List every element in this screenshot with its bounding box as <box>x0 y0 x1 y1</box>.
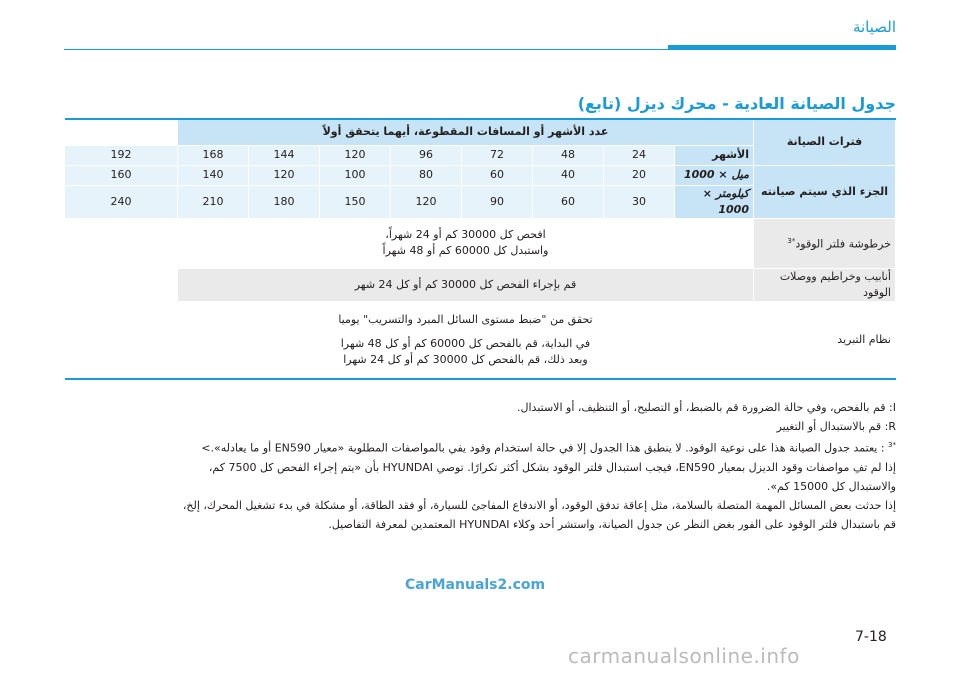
km-cell: 90 <box>462 185 533 218</box>
miles-cell: 120 <box>249 165 320 185</box>
months-cell: 192 <box>65 145 178 165</box>
km-cell: 240 <box>65 185 178 218</box>
footer-watermark: carmanualsonline.info <box>568 644 800 668</box>
header-title: الصيانة <box>852 18 896 36</box>
cooling-system-label: نظام التبريد <box>754 301 896 379</box>
page-number: 7-18 <box>855 629 887 645</box>
fuel-filter-label-text: خرطوشة فلتر الوقود <box>795 237 891 251</box>
miles-cell: 160 <box>65 165 178 185</box>
months-cell: 72 <box>462 145 533 165</box>
intervals-label: فترات الصيانة <box>754 119 896 165</box>
head-text: عدد الأشهر أو المسافات المقطوعة، أيهما يتحقق أولاً <box>177 119 753 145</box>
note-3-c: والاستبدال كل 15000 كم». <box>766 479 896 493</box>
km-cell: 150 <box>320 185 391 218</box>
cooling-line-2: في البداية، قم بالفحص كل 60000 كم أو كل 48 شهرا <box>340 336 591 350</box>
footnotes <box>64 398 896 534</box>
note-r: R: قم بالاستبدال أو التغيير <box>776 420 896 433</box>
months-cell: 24 <box>604 145 675 165</box>
km-label: كيلومتر × 1000 <box>675 185 754 218</box>
miles-cell: 40 <box>533 165 604 185</box>
miles-cell: 140 <box>177 165 248 185</box>
months-cell: 96 <box>391 145 462 165</box>
fuel-lines-instructions: قم بإجراء الفحص كل 30000 كم أو كل 24 شهر <box>177 268 753 301</box>
cooling-line-3: وبعد ذلك، قم بالفحص كل 30000 كم أو كل 24 شهرا <box>343 352 588 366</box>
km-cell: 30 <box>604 185 675 218</box>
cooling-system-instructions <box>177 301 753 379</box>
note-i: I: قم بالفحص، وفي حالة الضرورة قم بالضبط، أو التصليح، أو التنظيف، أو الاستبدال. <box>517 401 896 414</box>
miles-cell: 60 <box>462 165 533 185</box>
note-3-b: إذا لم تفِ مواصفات وقود الديزل بمعيار EN590، فيجب استبدال فلتر الوقود بشكل أكثر تكرارًا. توصي HYUNDAI بأن «يتم إجراء الفحص كل 7500 كم، <box>208 460 896 474</box>
fuel-filter-label <box>754 218 896 268</box>
miles-cell: 100 <box>320 165 391 185</box>
months-cell: 168 <box>177 145 248 165</box>
months-cell: 120 <box>320 145 391 165</box>
fuel-filter-note-ref: *3 <box>787 237 796 246</box>
miles-label: ميل × 1000 <box>675 165 754 185</box>
fuel-filter-line-2: واستبدل كل 60000 كم أو 48 شهراً <box>382 244 549 257</box>
km-cell: 180 <box>249 185 320 218</box>
miles-cell: 20 <box>604 165 675 185</box>
note-3-ref: *3 <box>888 441 896 449</box>
maintenance-table <box>64 118 896 380</box>
cooling-line-1: تحقق من "ضبط مستوى السائل المبرد والتسريب" يوميا <box>338 312 593 326</box>
note-3 <box>64 436 896 458</box>
note-3-text-a: : يعتمد جدول الصيانة هذا على نوعية الوقود. لا ينطبق هذا الجدول إلا في حالة استخدام وقود يفي بالمواصفات المطلوبة «معيار EN590 أو ما يعادله».> <box>201 441 885 455</box>
months-cell: 48 <box>533 145 604 165</box>
watermark: CarManuals2.com <box>405 577 546 593</box>
note-4-b: قم باستبدال فلتر الوقود على الفور بغض النظر عن جدول الصيانة، واستشر أحد وكلاء HYUNDAI المعتمدين لمعرفة التفاصيل. <box>328 517 896 531</box>
months-label: الأشهر <box>675 145 754 165</box>
section-title: جدول الصيانة العادية - محرك ديزل (تابع) <box>577 94 896 113</box>
months-cell: 144 <box>249 145 320 165</box>
header-rule <box>64 49 896 50</box>
km-cell: 210 <box>177 185 248 218</box>
fuel-filter-line-1: افحص كل 30000 كم أو 24 شهراً، <box>385 228 546 241</box>
time-dist-label: الجزء الذي سيتم صيانته <box>754 165 896 218</box>
miles-cell: 80 <box>391 165 462 185</box>
fuel-lines-label: أنابيب وخراطيم ووصلات الوقود <box>754 268 896 301</box>
note-4-a: إذا حدثت بعض المسائل المهمة المتصلة بالسلامة، مثل إعاقة تدفق الوقود، أو الاندفاع المفاجئ للسيارة، أو فقد الطاقة، أو مشكلة في بدء تشغيل المحرك، إلخ، <box>182 498 896 512</box>
km-cell: 120 <box>391 185 462 218</box>
fuel-filter-instructions <box>177 218 753 268</box>
km-cell: 60 <box>533 185 604 218</box>
